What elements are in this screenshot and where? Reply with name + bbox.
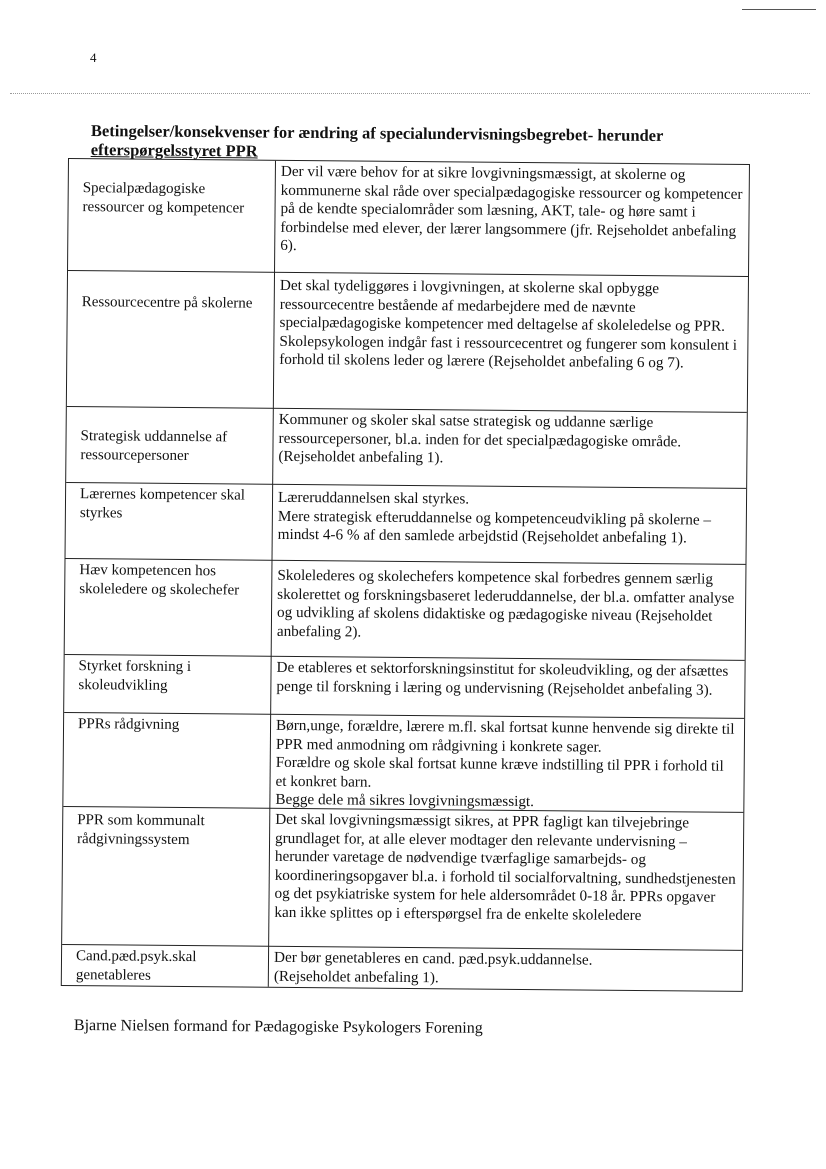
description-paragraph: Skolelederes og skolechefers kompetence skal forbedres gennem særlig skolerettet og forskningsbaseret lederuddannelse, der bl.a. omfatter analyse og udvikling af skolens didaktiske og pædagogiske niveau (Rejseholdet anbefaling 2). xyxy=(276,566,735,641)
row-topic: Specialpædagogiske ressourcer og kompetencer xyxy=(82,180,245,217)
header-divider xyxy=(10,93,810,94)
description-paragraph: Læreruddannelsen skal styrkes. xyxy=(277,488,470,508)
table-row xyxy=(66,407,747,489)
description-paragraph: Forældre og skole skal fortsat kunne kræve indstilling til PPR i forhold til et konkret barn. xyxy=(275,754,724,791)
description-paragraph: Mere strategisk efteruddannelse og kompetenceudvikling på skolerne – mindst 4-6 % af den samlede arbejdstid (Rejseholdet anbefaling 1). xyxy=(277,507,712,547)
row-description xyxy=(274,811,737,927)
row-topic: PPR som kommunalt rådgivningssystem xyxy=(76,812,205,848)
table-row xyxy=(65,559,746,661)
description-paragraph: Det skal lovgivningsmæssigt sikres, at PPR fagligt kan tilvejebringe grundlaget for, at alle elever modtager den relevante undervisning – herunder varetage de nødvendige tværfaglige samarbejds- og koordineringsopgaver bl.a. i forhold til socialforvaltning, sundhedstjenesten og det psykiatriske system for hele aldersområdet 0-18 år. PPRs opgaver kan ikke splittes op i efterspørgsel fra de enkelte skoleledere xyxy=(274,810,736,925)
table-row xyxy=(63,713,744,813)
row-topic: PPRs rådgivning xyxy=(77,716,180,733)
description-paragraph: Der bør genetableres en cand. pæd.psyk.uddannelse. xyxy=(273,948,593,969)
row-topic: Styrket forskning i skoleudvikling xyxy=(78,658,192,694)
row-topic: Hæv kompetencen hos skoleledere og skolechefer xyxy=(79,562,240,599)
document-heading xyxy=(91,121,731,165)
row-description xyxy=(274,949,736,990)
table-row xyxy=(68,159,749,277)
description-paragraph: Begge dele må sikres lovgivningsmæssigt. xyxy=(275,791,535,811)
row-description xyxy=(278,489,740,549)
heading-line-2: efterspørgelsstyret PPR xyxy=(90,139,258,161)
description-paragraph: Der vil være behov for at sikre lovgivningsmæssigt, at skolerne og kommunerne skal råde over specialpædagogiske ressourcer og kompetencer på de kendte specialområder som læsning, AKT, tale- og høre samt i forbindelse med elever, der lærer langsommere (jfr. Rejseholdet anbefaling 6). xyxy=(280,162,743,255)
row-topic: Cand.pæd.psyk.skal genetableres xyxy=(75,948,197,984)
heading-line-1: Betingelser/konsekvenser for ændring af specialundervisningsbegrebet- herunder xyxy=(90,121,664,145)
table-row xyxy=(62,945,742,993)
row-topic: Ressourcecentre på skolerne xyxy=(81,294,253,312)
description-paragraph: Kommuner og skoler skal satse strategisk og uddanne særlige ressourcepersoner, bl.a. inden for det specialpædagogiske område. (Rejseholdet anbefaling 1). xyxy=(278,410,682,467)
table-row xyxy=(67,271,748,413)
description-paragraph: Det skal tydeliggøres i lovgivningen, at skolerne skal opbygge ressourcecentre bestående af medarbejdere med de nævnte specialpædagogiske kompetencer med deltagelse af skoleledelse og PPR. Skolepsykologen indgår fast i ressourcecentret og fungerer som konsulent i forhold til skolens leder og lærere (Rejseholdet anbefaling 6 og 7). xyxy=(279,276,738,372)
table-row xyxy=(66,483,747,565)
row-topic: Strategisk uddannelse af ressourcepersoner xyxy=(80,428,228,464)
table-row xyxy=(62,807,743,951)
row-description xyxy=(276,659,738,700)
row-description xyxy=(277,567,740,645)
signature-line: Bjarne Nielsen formand for Pædagogiske Psykologers Forening xyxy=(73,1017,483,1037)
page-number: 4 xyxy=(90,50,97,65)
row-description xyxy=(278,411,740,471)
row-description xyxy=(280,163,743,260)
scan-mark-line xyxy=(742,9,816,10)
row-description xyxy=(275,717,738,814)
conditions-table xyxy=(61,158,750,992)
description-paragraph: (Rejseholdet anbefaling 1). xyxy=(273,967,439,986)
description-paragraph: Børn,unge, forældre, lærere m.fl. skal fortsat kunne henvende sig direkte til PPR med anmodning om rådgivning i konkrete sager. xyxy=(275,716,735,756)
row-description xyxy=(279,277,742,374)
description-paragraph: De etableres et sektorforskningsinstitut for skoleudvikling, og der afsættes penge til forskning i læring og undervisning (Rejseholdet anbefaling 3). xyxy=(276,658,729,699)
table-row xyxy=(64,655,744,719)
row-topic: Lærernes kompetencer skal styrkes xyxy=(79,486,246,521)
